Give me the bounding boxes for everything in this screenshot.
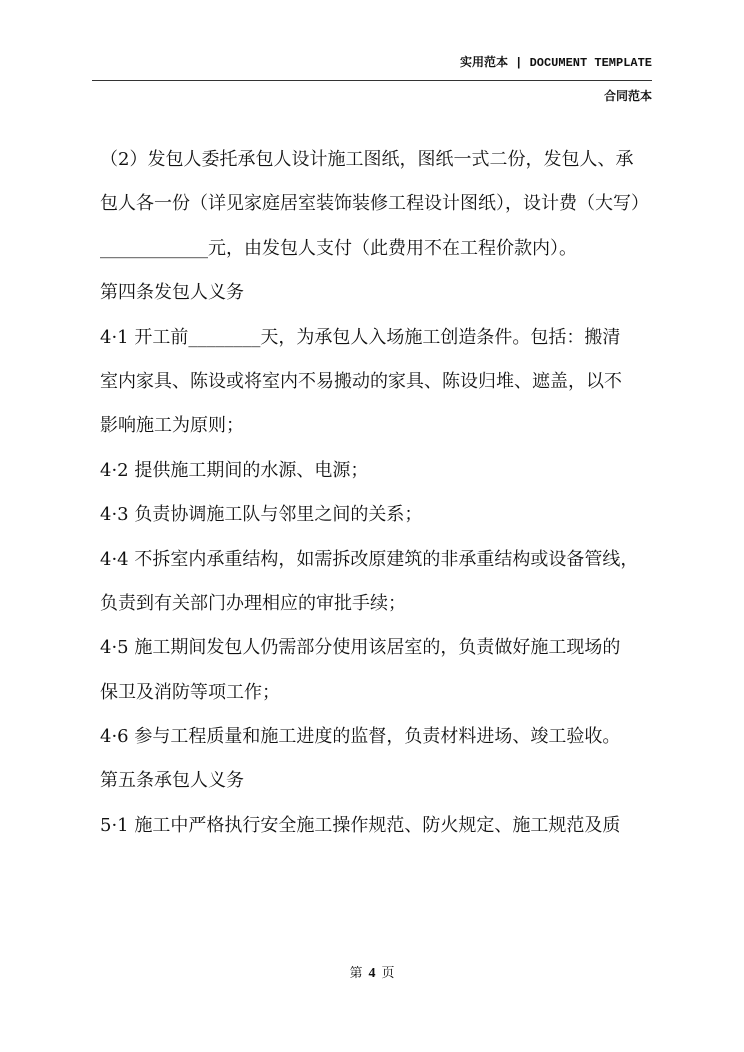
body-line: 保卫及消防等项工作； xyxy=(100,681,280,703)
body-line: 4·6 参与工程质量和施工进度的监督，负责材料进场、竣工验收。 xyxy=(100,726,621,748)
section-heading: 第五条承包人义务 xyxy=(100,770,244,792)
body-line: 包人各一份（详见家庭居室装饰装修工程设计图纸），设计费（大写） xyxy=(100,193,649,215)
document-body xyxy=(100,138,660,848)
body-line: （2）发包人委托承包人设计施工图纸，图纸一式二份，发包人、承 xyxy=(100,149,634,170)
footer-suffix: 页 xyxy=(381,966,395,981)
body-line: 4·3 负责协调施工队与邻里之间的关系； xyxy=(100,504,423,526)
page-footer xyxy=(0,962,744,982)
body-line: 4·5 施工期间发包人仍需部分使用该居室的，负责做好施工现场的 xyxy=(100,637,621,659)
header-divider xyxy=(92,80,652,81)
body-line: 5·1 施工中严格执行安全施工操作规范、防火规定、施工规范及质 xyxy=(100,814,621,836)
footer-prefix: 第 xyxy=(349,966,363,981)
body-line: 4·4 不拆室内承重结构，如需拆改原建筑的非承重结构或设备管线， xyxy=(100,548,639,570)
header-subtitle: 合同范本 xyxy=(603,89,652,103)
body-line: 负责到有关部门办理相应的审批手续； xyxy=(100,592,406,614)
body-line: 室内家具、陈设或将室内不易搬动的家具、陈设归堆、遮盖，以不 xyxy=(100,370,622,392)
body-line: 4·1 开工前________天，为承包人入场施工创造条件。包括：搬清 xyxy=(100,326,621,348)
body-line: ____________元，由发包人支付（此费用不在工程价款内）。 xyxy=(100,237,577,259)
header-title: 实用范本 | DOCUMENT TEMPLATE xyxy=(459,56,652,70)
body-line: 影响施工为原则； xyxy=(100,415,244,437)
page-number: 4 xyxy=(368,966,376,981)
section-heading: 第四条发包人义务 xyxy=(100,282,244,304)
body-line: 4·2 提供施工期间的水源、电源； xyxy=(100,459,369,481)
